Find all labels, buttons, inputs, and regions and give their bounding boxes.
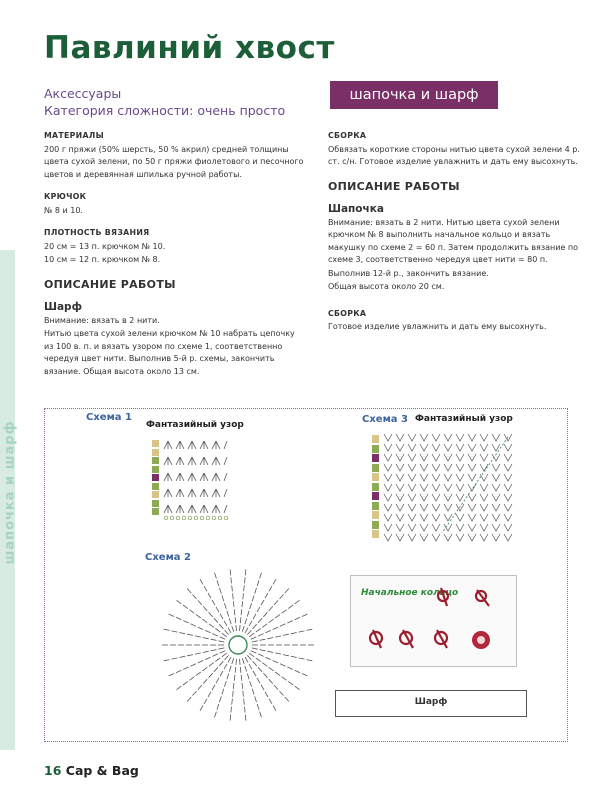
- scheme-1-label: Схема 1: [86, 412, 132, 423]
- hat-heading: Шапочка: [328, 203, 384, 215]
- hook-heading: КРЮЧОК: [44, 192, 87, 201]
- page-title: Павлиний хвост: [44, 30, 335, 66]
- right-column: [328, 130, 590, 334]
- scheme-3-title: Фантазийный узор: [415, 414, 513, 424]
- scarf-schematic-label: Шарф: [414, 697, 448, 707]
- subtitle-category: Аксессуары: [44, 86, 122, 101]
- hat-text-2: Выполнив 12-й р., закончить вязание.: [328, 268, 489, 278]
- scarf-heading: Шарф: [44, 301, 82, 313]
- scheme-1-color-key: [152, 440, 159, 517]
- left-column: [44, 130, 306, 378]
- hat-text: Внимание: вязать в 2 нити. Нитью цвета сухой зелени крючком № 8 выполнить начальное кольцо и вязать макушку по схеме 2 = 60 п. Затем продолжить вязание по схеме 3, соответственно чередуя цвет нити = 80 п.: [328, 217, 579, 264]
- scheme-3-chart: [382, 433, 524, 545]
- scarf-text: Нитью цвета сухой зелени крючком № 10 набрать цепочку из 100 в. п. и вязать узором по схеме 1, соответственно чередуя цвет нити. Выполнив 5-й р. схемы, закончить вязание. Общая высота около 13 см.: [44, 329, 295, 376]
- scheme-2-chart: [155, 562, 321, 728]
- scheme-3-label: Схема 3: [362, 414, 408, 425]
- scheme-3-color-key: [372, 435, 379, 540]
- scheme-2-label: Схема 2: [145, 552, 191, 563]
- density-text-1: 20 см = 13 п. крючком № 10.: [44, 241, 166, 251]
- section-tag: шапочка и шарф: [330, 81, 498, 109]
- assembly-heading: СБОРКА: [328, 131, 367, 140]
- materials-heading: МАТЕРИАЛЫ: [44, 131, 104, 140]
- work-heading-right: ОПИСАНИЕ РАБОТЫ: [328, 179, 460, 193]
- density-heading: ПЛОТНОСТЬ ВЯЗАНИЯ: [44, 228, 150, 237]
- assembly-text: Обвязать короткие стороны нитью цвета сухой зелени 4 р. ст. с/н. Готовое изделие увлажнить и дать ему высохнуть.: [328, 144, 580, 166]
- starting-ring-label: Начальное кольцо: [361, 588, 459, 598]
- work-heading: ОПИСАНИЕ РАБОТЫ: [44, 277, 176, 291]
- scarf-note: Внимание: вязать в 2 нити.: [44, 315, 160, 325]
- hook-text: № 8 и 10.: [44, 205, 83, 215]
- materials-text: 200 г пряжи (50% шерсть, 50 % акрил) средней толщины цвета сухой зелени, по 50 г пряжи фиолетового и песочного цветов и деревянная шпилька ручной работы.: [44, 144, 304, 179]
- starting-ring-panel: [350, 575, 517, 667]
- starting-ring-steps: [351, 576, 516, 666]
- density-text-2: 10 см = 12 п. крючком № 8.: [44, 255, 161, 264]
- scarf-schematic: [335, 690, 527, 717]
- hat-text-3: Общая высота около 20 см.: [328, 282, 445, 291]
- page-number: 16: [44, 763, 62, 778]
- assembly2-heading: СБОРКА: [328, 308, 367, 318]
- page-footer: [44, 763, 139, 778]
- assembly2-text: Готовое изделие увлажнить и дать ему высохнуть.: [328, 322, 547, 331]
- scheme-1-title: Фантазийный узор: [146, 420, 244, 430]
- sidebar-vertical-text: шапочка и шарф: [2, 420, 18, 565]
- magazine-name: Cap & Bag: [65, 763, 139, 778]
- subtitle-difficulty: Категория сложности: очень просто: [44, 103, 286, 118]
- scheme-1-chart: [162, 440, 230, 522]
